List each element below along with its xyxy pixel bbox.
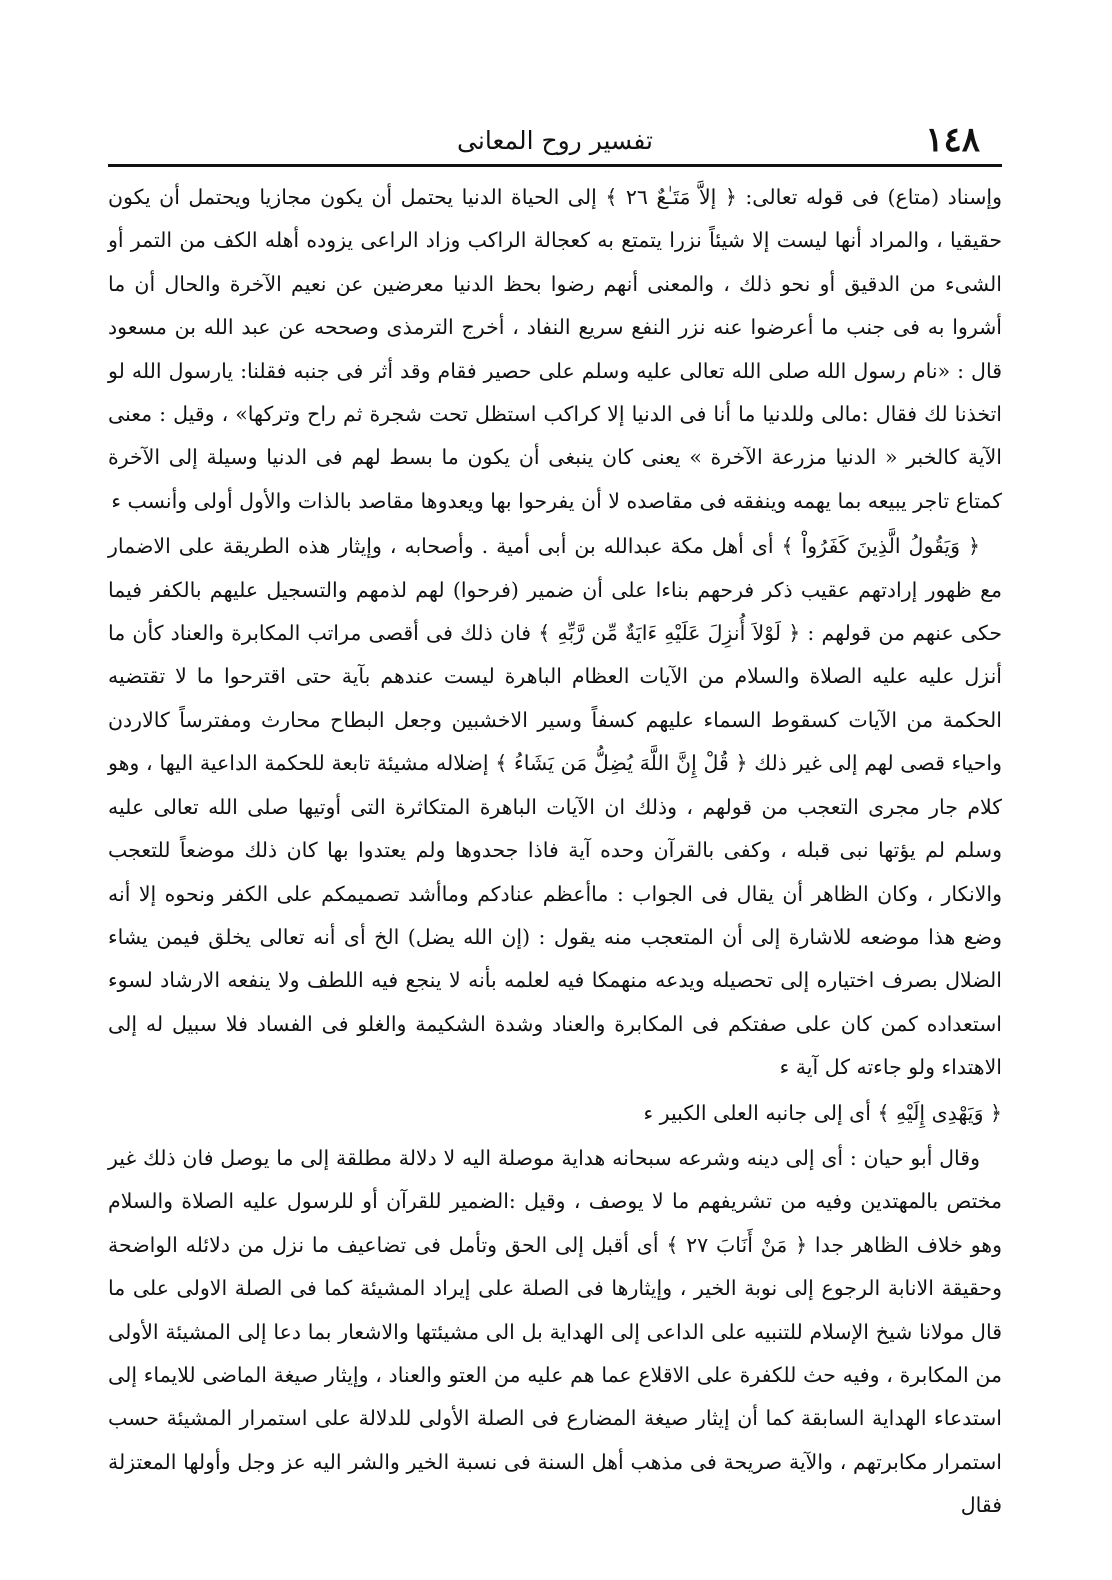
header-divider <box>108 164 1002 167</box>
running-title: تفسير روح المعانى <box>457 126 653 155</box>
page-header <box>108 118 1002 166</box>
page-number: ١٤٨ <box>925 120 980 160</box>
paragraph-alladhina-kafaru: ﴿ وَيَقُولُ الَّذِينَ كَفَرُواْ ﴾ أى أهل مكة عبدالله بن أبى أمية . وأصحابه ، وإيثار هذه الطريقة على الاضمار مع ظهور إرادتهم عقيب ذكر فرحهم بناءا على أن ضمير (فرحوا) لهم لذمهم والتسجيل عليهم بالكفر فيما حكى عنهم من قولهم : ﴿ لَوْلاَ أُنزِلَ عَلَيْهِ ءَايَةٌ مِّن رَّبِّهِ ﴾ فان ذلك فى أقصى مراتب المكابرة والعناد كأن ما أنزل عليه عليه الصلاة والسلام من الآيات العظام الباهرة ليست عندهم بآية حتى اقترحوا ما لا تقتضيه الحكمة من الآيات كسقوط السماء عليهم كسفاً وسير الاخشبين وجعل البطاح محارث ومفترساً كالاردن واحياء قصى لهم إلى غير ذلك ﴿ قُلْ إِنَّ اللَّهَ يُضِلُّ مَن يَشَاءُ ﴾ إضلاله مشيئة تابعة للحكمة الداعية اليها ، وهو كلام جار مجرى التعجب من قولهم ، وذلك ان الآيات الباهرة المتكاثرة التى أوتيها صلى الله تعالى عليه وسلم لم يؤتها نبى قبله ، وكفى بالقرآن وحده آية فاذا جحدوها ولم يعتدوا بها كان ذلك موضعاً للتعجب والانكار ، وكان الظاهر أن يقال فى الجواب : ماأعظم عنادكم وماأشد تصميمكم على الكفر ونحوه إلا أنه وضع هذا موضعه للاشارة إلى أن المتعجب منه يقول : (إن الله يضل) الخ أى أنه تعالى يخلق فيمن يشاء الضلال بصرف اختياره إلى تحصيله ويدعه منهمكا فيه لعلمه بأنه لا ينجع فيه اللطف ولا ينفعه الارشاد لسوء استعداده كمن كان على صفتكم فى المكابرة والعناد وشدة الشكيمة والغلو فى الفساد فلا سبيل له إلى الاهتداء ولو جاءته كل آية ء <box>108 534 1002 1080</box>
paragraph-wa-yahdi-ilayhi: ﴿ وَيَهْدِى إِلَيْهِ ﴾ أى إلى جانبه العلى الكبير ء <box>643 1100 1002 1125</box>
paragraph-abu-hayyan: وقال أبو حيان : أى إلى دينه وشرعه سبحانه هداية موصلة اليه لا دلالة مطلقة إلى ما يوصل فان ذلك غير مختص بالمهتدين وفيه من تشريفهم ما لا يوصف ، وقيل :الضمير للقرآن أو للرسول عليه الصلاة والسلام وهو خلاف الظاهر جدا ﴿ مَنْ أَنَابَ ٢٧ ﴾ أى أقبل إلى الحق وتأمل فى تضاعيف ما نزل من دلائله الواضحة وحقيقة الانابة الرجوع إلى نوبة الخير ، وإيثارها فى الصلة على إيراد المشيئة كما فى الصلة الاولى على ما قال مولانا شيخ الإسلام للتنبيه على الداعى إلى الهداية بل الى مشيئتها والاشعار بما دعا إلى المشيئة الأولى من المكابرة ، وفيه حث للكفرة على الاقلاع عما هم عليه من العتو والعناد ، وإيثار صيغة الماضى للايماء إلى استدعاء الهداية السابقة كما أن إيثار صيغة المضارع فى الصلة الأولى للدلالة على استمرار المشيئة حسب استمرار مكابرتهم ، والآية صريحة فى مذهب أهل السنة فى نسبة الخير والشر اليه عز وجل وأولها المعتزلة فقال <box>108 1145 1002 1518</box>
paragraph-matah-commentary: وإسناد (متاع) فى قوله تعالى: ﴿ إلاَّ مَتَـٰعٌ ٢٦ ﴾ إلى الحياة الدنيا يحتمل أن يكون مجازيا ويحتمل أن يكون حقيقيا ، والمراد أنها ليست إلا شيئاً نزرا يتمتع به كعجالة الراكب وزاد الراعى يزوده أهله الكف من التمر أو الشىء من الدقيق أو نحو ذلك ، والمعنى أنهم رضوا بحظ الدنيا معرضين عن نعيم الآخرة والحال أن ما أشروا به فى جنب ما أعرضوا عنه نزر النفع سريع النفاد ، أخرج الترمذى وصححه عن عبد الله بن مسعود قال : «نام رسول الله صلى الله تعالى عليه وسلم على حصير فقام وقد أثر فى جنبه فقلنا: يارسول الله لو اتخذنا لك فقال :مالى وللدنيا ما أنا فى الدنيا إلا كراكب استظل تحت شجرة ثم راح وتركها» ، وقيل : معنى الآية كالخبر « الدنيا مزرعة الآخرة » يعنى كان ينبغى أن يكون ما بسط لهم فى الدنيا وسيلة إلى الآخرة كمتاع تاجر يبيعه بما يهمه وينفقه فى مقاصده لا أن يفرحوا بها ويعدوها مقاصد بالذات والأول أولى وأنسب ء <box>108 185 1002 513</box>
tafsir-body <box>108 176 1002 1530</box>
